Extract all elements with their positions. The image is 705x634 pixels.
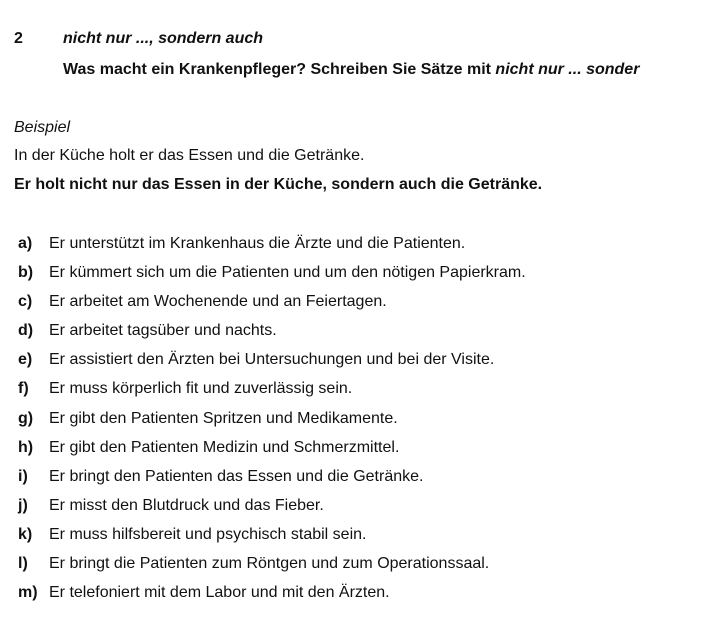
item-text: Er arbeitet am Wochenende und an Feiertagen. — [49, 293, 387, 311]
item-text: Er assistiert den Ärzten bei Untersuchungen und bei der Visite. — [49, 351, 495, 369]
item-text: Er bringt die Patienten zum Röntgen und zum Operationssaal. — [49, 555, 490, 573]
item-letter: l) — [18, 555, 28, 573]
task-instruction-italic: nicht nur ... sonder — [495, 61, 640, 78]
item-text: Er bringt den Patienten das Essen und die Getränke. — [49, 467, 424, 485]
item-text: Er gibt den Patienten Medizin und Schmerzmittel. — [49, 438, 400, 456]
example-answer: Er holt nicht nur das Essen in der Küche, sondern auch die Getränke. — [14, 176, 543, 193]
list-item — [0, 380, 705, 409]
item-letter: d) — [18, 322, 34, 340]
list-item — [0, 264, 705, 293]
task-title: nicht nur ..., sondern auch — [63, 30, 264, 47]
list-item — [0, 526, 705, 555]
list-item — [0, 497, 705, 526]
item-text: Er gibt den Patienten Spritzen und Medikamente. — [49, 409, 398, 427]
example-sentence: In der Küche holt er das Essen und die Getränke. — [14, 147, 365, 164]
list-item — [0, 351, 705, 380]
list-item — [0, 293, 705, 322]
exercise-list — [0, 235, 705, 613]
item-letter: j) — [18, 496, 28, 514]
item-letter: i) — [18, 467, 28, 485]
list-item — [0, 439, 705, 468]
task-instruction-text: Was macht ein Krankenpfleger? Schreiben Sie Sätze mit — [63, 61, 496, 78]
item-text: Er kümmert sich um die Patienten und um den nötigen Papierkram. — [49, 264, 526, 282]
item-letter: g) — [18, 409, 34, 427]
list-item — [0, 322, 705, 351]
item-letter: f) — [18, 380, 29, 398]
item-text: Er muss hilfsbereit und psychisch stabil sein. — [49, 525, 367, 543]
item-text: Er arbeitet tagsüber und nachts. — [49, 322, 277, 340]
example-label: Beispiel — [14, 119, 71, 136]
list-item — [0, 410, 705, 439]
item-letter: b) — [18, 264, 34, 282]
list-item — [0, 555, 705, 584]
item-letter: k) — [18, 525, 33, 543]
item-text: Er muss körperlich fit und zuverlässig sein. — [49, 380, 353, 398]
list-item — [0, 468, 705, 497]
item-letter: a) — [18, 235, 33, 252]
list-item — [0, 235, 705, 264]
item-letter: c) — [18, 293, 33, 311]
list-item — [0, 584, 705, 613]
item-text: Er misst den Blutdruck und das Fieber. — [49, 496, 324, 514]
task-number: 2 — [14, 30, 23, 47]
item-letter: e) — [18, 351, 33, 369]
item-letter: h) — [18, 438, 34, 456]
item-text: Er telefoniert mit dem Labor und mit den Ärzten. — [49, 584, 390, 602]
task-instruction — [63, 61, 639, 79]
item-text: Er unterstützt im Krankenhaus die Ärzte und die Patienten. — [49, 235, 466, 252]
item-letter: m) — [18, 584, 38, 602]
